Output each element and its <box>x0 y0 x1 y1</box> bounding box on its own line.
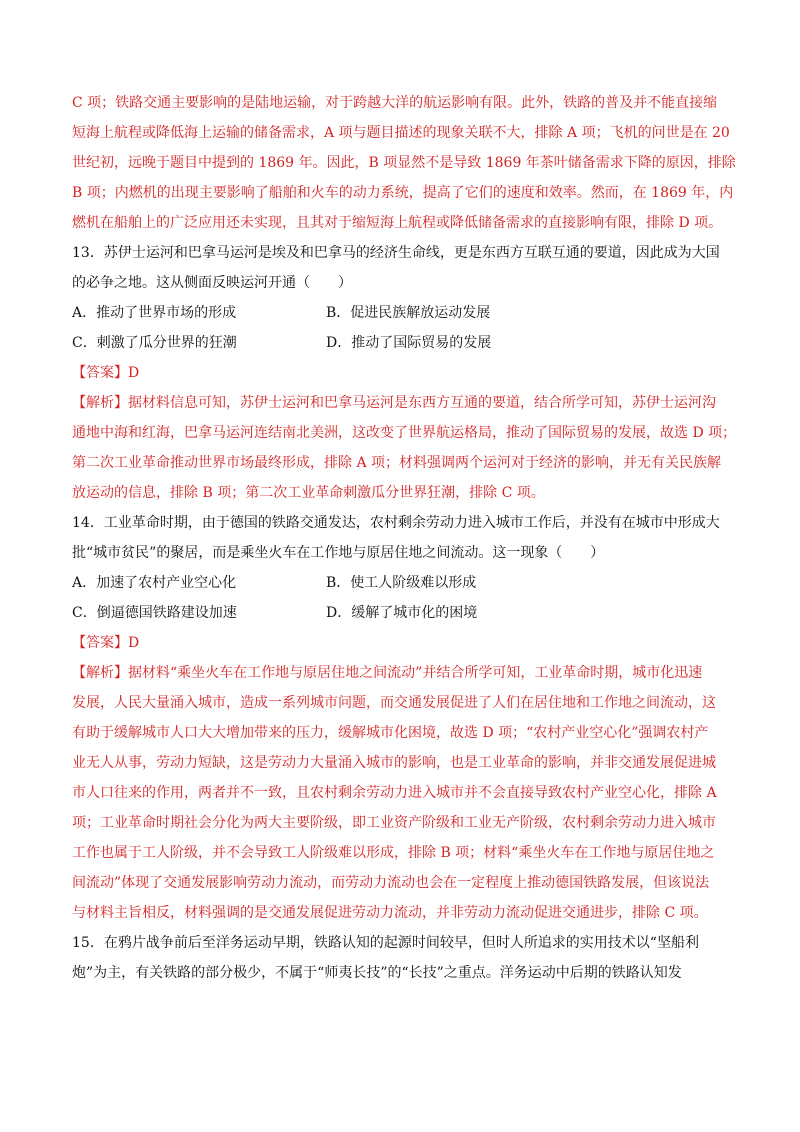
analysis-line: 与材料主旨相反，材料强调的是交通发展促进劳动力流动，并非劳动力流动促进交通进步，排除 C 项。 <box>72 905 708 921</box>
option-c: C．倒逼德国铁路建设加速 <box>72 605 237 621</box>
question-stem-line: 批“城市贫民”的聚居，而是乘坐火车在工作地与原居住地之间流动。这一现象（ ） <box>72 545 605 561</box>
options-row <box>72 598 734 628</box>
analysis-line: 第二次工业革命推动世界市场最终形成，排除 A 项；材料强调两个运河对于经济的影响，并无有关民族解 <box>72 455 722 471</box>
analysis-line: 燃机在船舶上的广泛应用还未实现，且其对于缩短海上航程或降低储备需求的直接影响有限，排除 D 项。 <box>72 215 723 231</box>
analysis-line: 发展，人民大量涌入城市，造成一系列城市问题，而交通发展促进了人们在居住地和工作地之间流动，这 <box>72 695 716 711</box>
option-c: C．刺激了瓜分世界的狂潮 <box>72 335 237 351</box>
options-row <box>72 298 734 328</box>
prev-analysis-block <box>72 88 734 238</box>
options-row <box>72 328 734 358</box>
answer-label: 【答案】D <box>72 635 140 651</box>
analysis-line: 通地中海和红海，巴拿马运河连结南北美洲，这改变了世界航运格局，推动了国际贸易的发展，故选 D 项； <box>72 425 737 441</box>
document-page <box>72 88 737 988</box>
analysis-line: 有助于缓解城市人口大大增加带来的压力，缓解城市化困境，故选 D 项；“农村产业空心化”强调农村产 <box>72 725 709 741</box>
question-14 <box>72 508 734 928</box>
options-row <box>72 568 734 598</box>
analysis-line: 间流动”体现了交通发展影响劳动力流动，而劳动力流动也会在一定程度上推动德国铁路发展，但该说法 <box>72 875 710 891</box>
analysis-line: 业无人从事，劳动力短缺，这是劳动力大量涌入城市的影响，也是工业革命的影响，并非交通发展促进城 <box>72 755 716 771</box>
analysis-line: B 项；内燃机的出现主要影响了船舶和火车的动力系统，提高了它们的速度和效率。然而，在 1869 年，内 <box>72 185 734 201</box>
analysis-line: 世纪初，远晚于题目中提到的 1869 年。因此，B 项显然不是导致 1869 年茶叶储备需求下降的原因，排除 <box>72 155 736 171</box>
question-15 <box>72 928 734 988</box>
analysis-line: 【解析】据材料“乘坐火车在工作地与原居住地之间流动”并结合所学可知，工业革命时期，城市化迅速 <box>72 665 703 681</box>
analysis-line: 【解析】据材料信息可知，苏伊士运河和巴拿马运河是东西方互通的要道，结合所学可知，苏伊士运河沟 <box>72 395 716 411</box>
option-b: B．促进民族解放运动发展 <box>326 305 491 321</box>
analysis-line: 市人口往来的作用，两者并不一致，且农村剩余劳动力进入城市并不会直接导致农村产业空心化，排除 A <box>72 785 717 801</box>
question-stem-line: 14．工业革命时期，由于德国的铁路交通发达，农村剩余劳动力进入城市工作后，并没有在城市中形成大 <box>72 515 720 531</box>
option-a: A．推动了世界市场的形成 <box>72 305 237 321</box>
analysis-line: 短海上航程或降低海上运输的储备需求，A 项与题目描述的现象关联不大，排除 A 项；飞机的问世是在 20 <box>72 125 730 141</box>
option-d: D．缓解了城市化的困境 <box>326 605 478 621</box>
question-stem-line: 的必争之地。这从侧面反映运河开通（ ） <box>72 275 352 291</box>
question-13 <box>72 238 737 508</box>
question-stem-line: 炮”为主，有关铁路的部分极少，不属于“师夷长技”的“长技”之重点。洋务运动中后期的铁路认知发 <box>72 965 682 981</box>
option-a: A．加速了农村产业空心化 <box>72 575 237 591</box>
answer-label: 【答案】D <box>72 365 140 381</box>
analysis-line: 工作也属于工人阶级，并不会导致工人阶级难以形成，排除 B 项；材料“乘坐火车在工作地与原居住地之 <box>72 845 715 861</box>
option-d: D．推动了国际贸易的发展 <box>326 335 492 351</box>
question-stem-line: 15．在鸦片战争前后至洋务运动早期，铁路认知的起源时间较早，但时人所追求的实用技术以“坚船利 <box>72 935 699 951</box>
option-b: B．使工人阶级难以形成 <box>326 575 477 591</box>
analysis-line: C 项；铁路交通主要影响的是陆地运输，对于跨越大洋的航运影响有限。此外，铁路的普及并不能直接缩 <box>72 95 718 111</box>
analysis-line: 放运动的信息，排除 B 项；第二次工业革命刺激瓜分世界狂潮，排除 C 项。 <box>72 485 545 501</box>
analysis-line: 项；工业革命时期社会分化为两大主要阶级，即工业资产阶级和工业无产阶级，农村剩余劳动力进入城市 <box>72 815 716 831</box>
question-stem-line: 13．苏伊士运河和巴拿马运河是埃及和巴拿马的经济生命线，更是东西方互联互通的要道，因此成为大国 <box>72 245 720 261</box>
